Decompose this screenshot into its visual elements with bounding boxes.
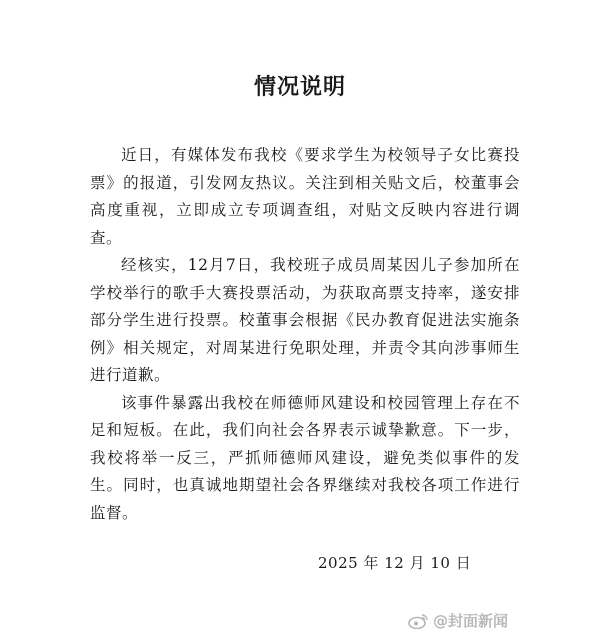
- document-title: 情况说明: [253, 75, 346, 100]
- watermark: [408, 610, 508, 631]
- paragraph-2: 经核实，12月7日，我校班子成员周某因儿子参加所在学校举行的歌手大赛投票活动，为获取高票支持率，遂安排部分学生进行投票。校董事会根据《民办教育促进法实施条例》相关规定，对周某进行免职处理，并责令其向涉事师生进行道歉。: [90, 256, 520, 384]
- watermark-text: @封面新闻: [433, 612, 509, 630]
- document-date: 2025 年 12 月 10 日: [318, 554, 472, 572]
- document-body: [90, 142, 520, 527]
- weibo-logo-icon: [408, 613, 428, 629]
- paragraph-1: 近日，有媒体发布我校《要求学生为校领导子女比赛投票》的报道，引发网友热议。关注到相关贴文后，校董事会高度重视，立即成立专项调查组，对贴文反映内容进行调查。: [90, 146, 520, 247]
- paragraph-3: 该事件暴露出我校在师德师风建设和校园管理上存在不足和短板。在此，我们向社会各界表示诚挚歉意。下一步，我校将举一反三，严抓师德师风建设，避免类似事件的发生。同时，也真诚地期望社会各界继续对我校各项工作进行监督。: [90, 393, 520, 522]
